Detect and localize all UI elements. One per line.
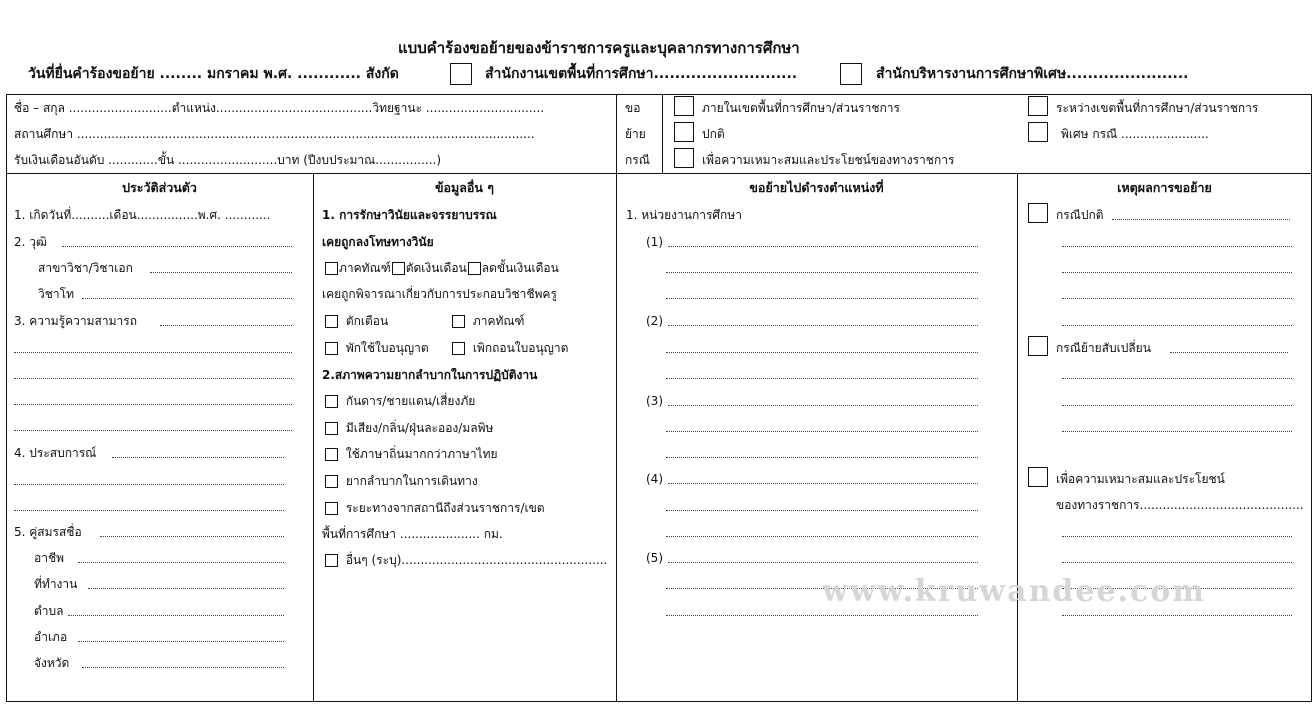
suitable-case-label: เพื่อความเหมาะสมและประโยชน์ของทางราชการ — [702, 153, 955, 167]
punished-heading: เคยถูกลงโทษทางวินัย — [322, 235, 434, 249]
target-number-3: (3) — [646, 394, 663, 408]
salary-field[interactable]: รับเงินเดือนอันดับ .............ขั้น ..........................บาท (ปีงบประมาณ................) — [14, 153, 442, 167]
spouse-label: 5. คู่สมรสชื่อ — [14, 525, 82, 539]
punishment-options — [325, 260, 559, 276]
ability-line[interactable] — [14, 430, 292, 431]
target-line[interactable] — [668, 405, 978, 406]
target-number-4: (4) — [646, 472, 663, 486]
step-cut-label: ลดขั้นเงินเดือน — [481, 261, 559, 275]
license-probation-checkbox[interactable] — [452, 315, 465, 328]
target-line[interactable] — [666, 457, 978, 458]
target-position-header: ขอย้ายไปดำรงตำแหน่งที่ — [749, 180, 884, 195]
discipline-heading: 1. การรักษาวินัยและจรรยาบรรณ — [322, 208, 497, 222]
warning-label: ตักเตือน — [345, 314, 389, 328]
special-ed-label: สำนักบริหารงานการศึกษาพิเศษ....................... — [876, 66, 1189, 82]
target-number-2: (2) — [646, 314, 663, 328]
district-label: อำเภอ — [34, 630, 68, 644]
revoke-license-label: เพิกถอนใบอนุญาต — [472, 341, 569, 355]
step-cut-checkbox[interactable] — [468, 262, 481, 275]
school-field[interactable]: สถานศึกษา ........................................................................................................................ — [14, 127, 535, 141]
reason-line[interactable] — [1170, 352, 1288, 353]
degree-label: 2. วุฒิ — [14, 235, 47, 249]
submit-date-line: วันที่ยื่นคำร้องขอย้าย ........ มกราคม พ.ศ. ............ สังกัด — [28, 66, 399, 82]
reason-header: เหตุผลการขอย้าย — [1117, 180, 1212, 195]
suspend-license-checkbox[interactable] — [325, 342, 338, 355]
hardship-distance-option — [325, 500, 545, 516]
education-unit-label: 1. หน่วยงานการศึกษา — [626, 208, 742, 222]
considered-label: เคยถูกพิจารณาเกี่ยวกับการประกอบวิชาชีพครู — [322, 287, 557, 301]
ability-line[interactable] — [14, 404, 292, 405]
reason-suitable-label-1: เพื่อความเหมาะสมและประโยชน์ — [1056, 472, 1225, 486]
ability-line[interactable] — [160, 325, 292, 326]
reason-line[interactable] — [1062, 272, 1292, 273]
revoke-option — [452, 340, 568, 356]
license-probation-label: ภาคทัณฑ์ — [472, 314, 525, 328]
case-label-1: ขอ — [625, 101, 641, 115]
form-title: แบบคำร้องขอย้ายของข้าราชการครูและบุคลากรทางการศึกษา — [398, 39, 800, 57]
watermark: www.kruwandee.com — [822, 574, 1206, 609]
special-case-label: พิเศษ กรณี ....................... — [1061, 127, 1209, 141]
province-line[interactable] — [82, 667, 284, 668]
distance-label: ระยะทางจากสถานีถึงส่วนราชการ/เขต — [345, 501, 545, 515]
license-probation-option — [452, 313, 525, 329]
between-area-checkbox[interactable] — [1028, 96, 1048, 116]
workplace-label: ที่ทำงาน — [34, 577, 78, 591]
experience-label: 4. ประสบการณ์ — [14, 446, 97, 460]
hardship-pollution-option — [325, 420, 493, 436]
reason-line[interactable] — [1062, 405, 1292, 406]
ability-line[interactable] — [14, 352, 292, 353]
reason-line[interactable] — [1112, 219, 1290, 220]
hardship-remote-option — [325, 393, 475, 409]
minor-line[interactable] — [82, 298, 292, 299]
other-label: อื่นๆ (ระบุ)...................................................... — [345, 553, 608, 567]
pollution-label: มีเสียง/กลิ่น/ฝุ่นละออง/มลพิษ — [345, 421, 494, 435]
major-line[interactable] — [150, 272, 292, 273]
suitable-case-checkbox[interactable] — [674, 148, 694, 168]
dialect-label: ใช้ภาษาถิ่นมากกว่าภาษาไทย — [345, 447, 498, 461]
reason-line[interactable] — [1062, 615, 1292, 616]
target-line[interactable] — [668, 562, 978, 563]
reason-line[interactable] — [1062, 378, 1292, 379]
reason-swap-checkbox[interactable] — [1028, 336, 1048, 356]
travel-checkbox[interactable] — [325, 475, 338, 488]
target-line[interactable] — [666, 352, 978, 353]
hardship-other-option — [325, 552, 607, 568]
ability-line[interactable] — [14, 378, 292, 379]
target-line[interactable] — [666, 272, 978, 273]
name-position-field[interactable]: ชื่อ – สกุล ...........................ตำแหน่ง.........................................วิทยฐานะ ............................... — [14, 101, 545, 115]
experience-line[interactable] — [14, 510, 284, 511]
workplace-line[interactable] — [88, 588, 284, 589]
remote-checkbox[interactable] — [325, 395, 338, 408]
section-divider — [6, 173, 1312, 174]
distance-km-field[interactable]: พื้นที่การศึกษา ..................... กม. — [322, 527, 503, 541]
target-line[interactable] — [668, 483, 978, 484]
experience-line[interactable] — [112, 457, 284, 458]
experience-line[interactable] — [14, 484, 284, 485]
reason-swap-label: กรณีย้ายสับเปลี่ยน — [1056, 341, 1151, 355]
ability-label: 3. ความรู้ความสามารถ — [14, 314, 137, 328]
dialect-checkbox[interactable] — [325, 448, 338, 461]
case-label-2: ย้าย — [625, 127, 646, 141]
reason-line[interactable] — [1062, 536, 1292, 537]
reason-line[interactable] — [1062, 562, 1292, 563]
probation-checkbox[interactable] — [325, 262, 338, 275]
revoke-license-checkbox[interactable] — [452, 342, 465, 355]
travel-label: ยากลำบากในการเดินทาง — [345, 474, 478, 488]
warning-option — [325, 313, 388, 329]
warning-checkbox[interactable] — [325, 315, 338, 328]
reason-normal-label: กรณีปกติ — [1056, 208, 1104, 222]
reason-line[interactable] — [1062, 246, 1292, 247]
target-number-5: (5) — [646, 551, 663, 565]
reason-line[interactable] — [1062, 325, 1292, 326]
other-info-header: ข้อมูลอื่น ๆ — [434, 180, 495, 195]
target-line[interactable] — [668, 246, 978, 247]
major-label: สาขาวิชา/วิชาเอก — [38, 261, 133, 275]
salary-cut-checkbox[interactable] — [392, 262, 405, 275]
hardship-travel-option — [325, 473, 478, 489]
suspend-option — [325, 340, 429, 356]
target-line[interactable] — [666, 378, 978, 379]
birth-date-field[interactable]: 1. เกิดวันที่..........เดือน................พ.ศ. ............ — [14, 208, 271, 222]
column-divider — [1017, 173, 1018, 702]
other-checkbox[interactable] — [325, 554, 338, 567]
case-label-3: กรณี — [625, 153, 650, 167]
reason-line[interactable] — [1062, 431, 1292, 432]
subdistrict-label: ตำบล — [34, 604, 64, 618]
reason-suitable-checkbox[interactable] — [1028, 467, 1048, 487]
salary-cut-label: ตัดเงินเดือน — [405, 261, 467, 275]
office-area-label: สำนักงานเขตพื้นที่การศึกษา........................... — [485, 66, 798, 82]
distance-checkbox[interactable] — [325, 502, 338, 515]
target-line[interactable] — [666, 431, 978, 432]
subdistrict-line[interactable] — [68, 615, 284, 616]
suspend-license-label: พักใช้ใบอนุญาต — [345, 341, 429, 355]
reason-line[interactable] — [1062, 298, 1292, 299]
occupation-line[interactable] — [78, 562, 284, 563]
hardship-dialect-option — [325, 446, 498, 462]
reason-suitable-label-2: ของทางราชการ........................................... — [1056, 498, 1304, 512]
remote-label: กันดาร/ชายแดน/เสี่ยงภัย — [345, 394, 476, 408]
probation-label: ภาคทัณฑ์ — [339, 261, 391, 275]
degree-line[interactable] — [62, 246, 292, 247]
normal-case-checkbox[interactable] — [674, 122, 694, 142]
target-line[interactable] — [666, 615, 978, 616]
hardship-heading: 2.สภาพความยากลำบากในการปฏิบัติงาน — [322, 368, 538, 382]
reason-normal-checkbox[interactable] — [1028, 203, 1048, 223]
pollution-checkbox[interactable] — [325, 422, 338, 435]
within-area-checkbox[interactable] — [674, 96, 694, 116]
office-area-checkbox[interactable] — [450, 63, 472, 85]
between-area-label: ระหว่างเขตพื้นที่การศึกษา/ส่วนราชการ — [1056, 101, 1259, 115]
spouse-line[interactable] — [100, 536, 284, 537]
target-line[interactable] — [666, 510, 978, 511]
target-line[interactable] — [666, 298, 978, 299]
personal-history-header: ประวัติส่วนตัว — [122, 180, 197, 195]
special-ed-checkbox[interactable] — [840, 63, 862, 85]
province-label: จังหวัด — [34, 656, 70, 670]
normal-case-label: ปกติ — [702, 127, 725, 141]
target-number-1: (1) — [646, 235, 663, 249]
minor-label: วิชาโท — [38, 287, 74, 301]
target-line[interactable] — [666, 536, 978, 537]
occupation-label: อาชีพ — [34, 551, 64, 565]
within-area-label: ภายในเขตพื้นที่การศึกษา/ส่วนราชการ — [702, 101, 900, 115]
column-divider — [313, 173, 314, 702]
special-case-checkbox[interactable] — [1028, 122, 1048, 142]
district-line[interactable] — [78, 641, 284, 642]
target-line[interactable] — [668, 325, 978, 326]
case-divider — [662, 94, 663, 173]
